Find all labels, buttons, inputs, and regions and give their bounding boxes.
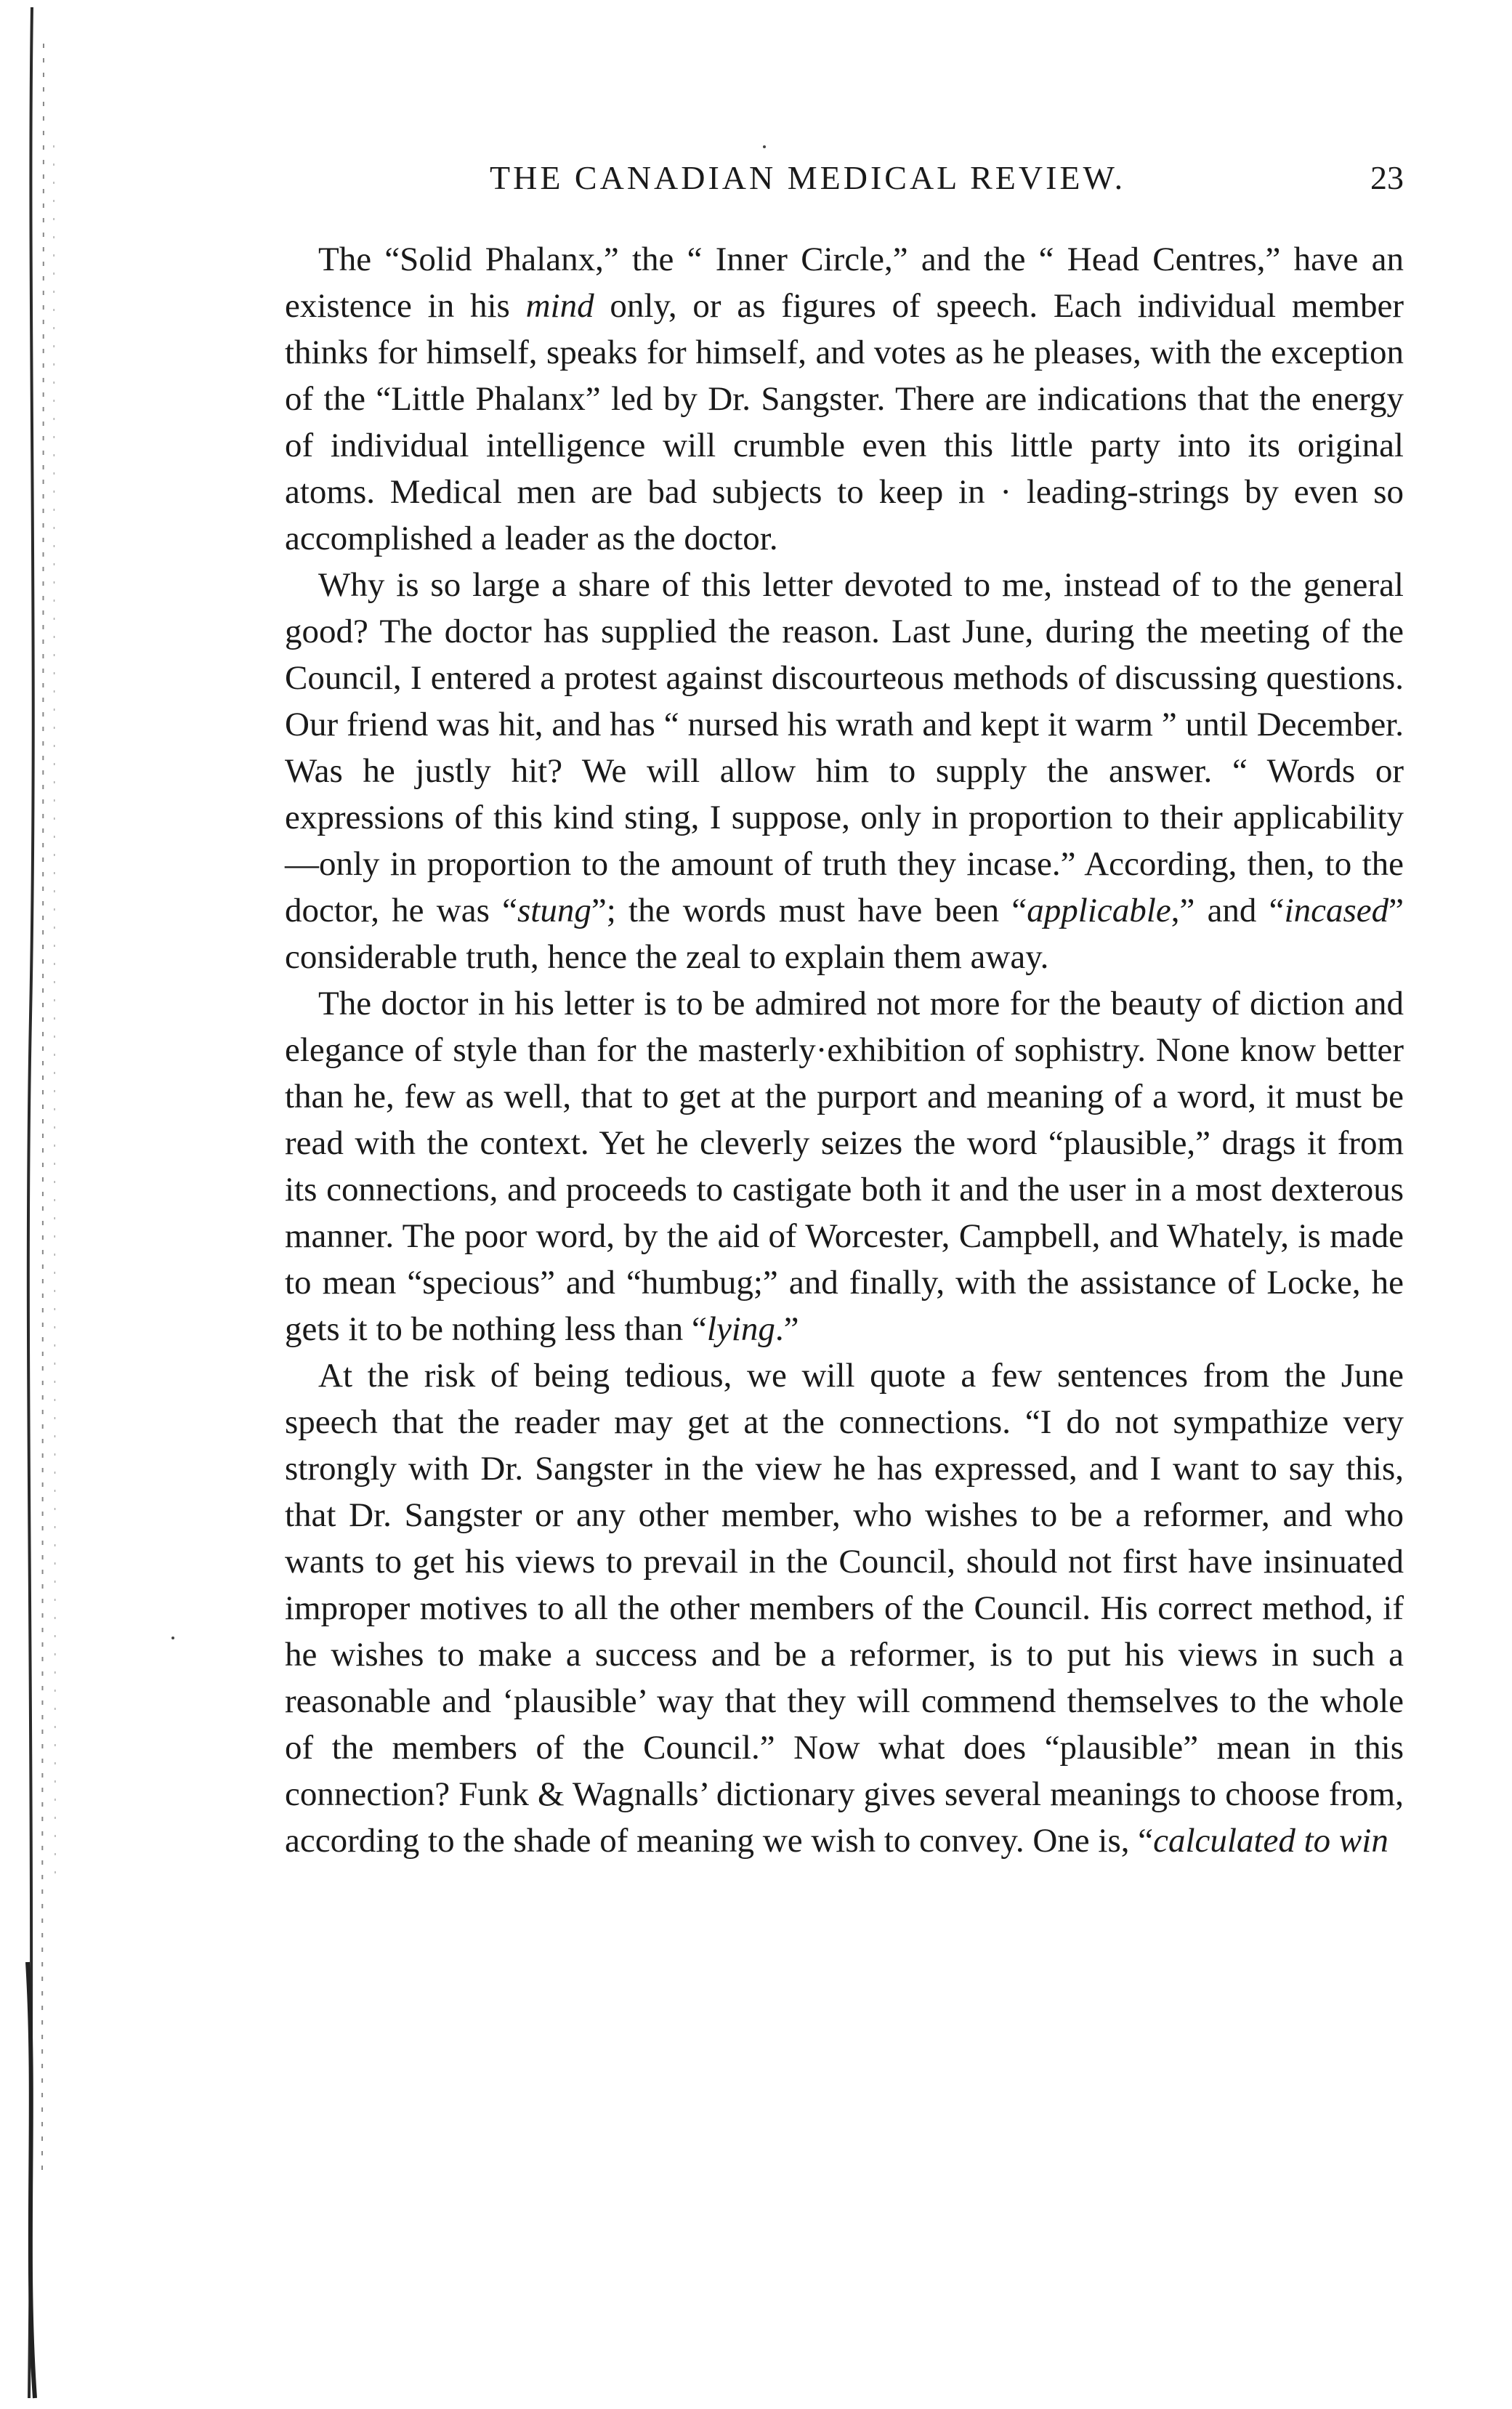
paragraph xyxy=(285,236,1404,562)
text-segment: Why is so large a share of this letter devoted to me, instead of to the general good? The doctor has supplied the reason. Last June, during the meeting of the Council, I entered a protest against discourteous methods of discussing questions. Our friend was hit, and has “ nursed his wrath and kept it warm ” until December. Was he justly hit? We will allow him to supply the answer. “ Words or expressions of this kind sting, I suppose, only in proportion to their applicability—only in proportion to the amount of truth they incase.” According, then, to the doctor, he was “ xyxy=(285,566,1404,929)
text-segment: only, or as figures of speech. Each individual member thinks for himself, speaks for himself, and votes as he pleases, with the exception of the “Little Phalanx” led by Dr. Sangster. There are indications that the energy of individual intelligence will crumble even this little party into its original atoms. Medical men are bad subjects to keep in · leading-strings by even so accomplished a leader as the doctor. xyxy=(285,287,1404,557)
text-segment: .” xyxy=(775,1310,799,1348)
body-text xyxy=(285,236,1404,1864)
italic-text: mind xyxy=(525,287,594,325)
text-segment: ”; the words must have been “ xyxy=(591,892,1027,929)
text-segment: At the risk of being tedious, we will quote a few sentences from the June speech that the reader may get at the connections. “I do not sympathize very strongly with Dr. Sangster in the view he has expressed, and I want to say this, that Dr. Sangster or any other member, who wishes to be a reformer, and who wants to get his views to prevail in the Council, should not first have insinuated improper motives to all the other members of the Council. His correct method, if he wishes to make a success and be a reformer, is to put his views in such a reasonable and ‘plausible’ way that they will commend themselves to the whole of the members of the Council.” Now what does “plausible” mean in this connection? Funk & Wagnalls’ dictionary gives several meanings to choose from, according to the shade of meaning we wish to convey. One is, “ xyxy=(285,1357,1404,1860)
italic-text: calculated to win xyxy=(1153,1822,1388,1860)
stray-mark xyxy=(763,145,766,148)
italic-text: lying xyxy=(706,1310,775,1348)
text-segment: The “Solid Phalanx,” the “ Inner Circle,” and the “ Head Centres,” have an existence in his xyxy=(285,241,1404,325)
text-segment: ” considerable truth, hence the zeal to explain them away. xyxy=(285,892,1404,976)
italic-text: incased xyxy=(1284,892,1389,929)
stray-mark xyxy=(171,1637,174,1639)
paragraph xyxy=(285,562,1404,980)
italic-text: stung xyxy=(517,892,591,929)
page-header xyxy=(285,158,1404,209)
running-title: THE CANADIAN MEDICAL REVIEW. xyxy=(490,159,1126,196)
text-segment: The doctor in his letter is to be admired not more for the beauty of diction and elegance of style than for the masterly·exhibition of sophistry. None know better than he, few as well, that to get at the purport and meaning of a word, it must be read with the context. Yet he cleverly seizes the word “plausible,” drags it from its connections, and proceeds to castigate both it and the user in a most dexterous manner. The poor word, by the aid of Worcester, Campbell, and Whately, is made to mean “specious” and “humbug;” and finally, with the assistance of Locke, he gets it to be nothing less than “ xyxy=(285,985,1404,1348)
italic-text: applicable xyxy=(1027,892,1171,929)
paragraph xyxy=(285,1352,1404,1864)
page-number: 23 xyxy=(1370,159,1404,196)
page-binding-edge xyxy=(22,0,65,2409)
text-segment: ,” and “ xyxy=(1171,892,1285,929)
paragraph xyxy=(285,980,1404,1352)
